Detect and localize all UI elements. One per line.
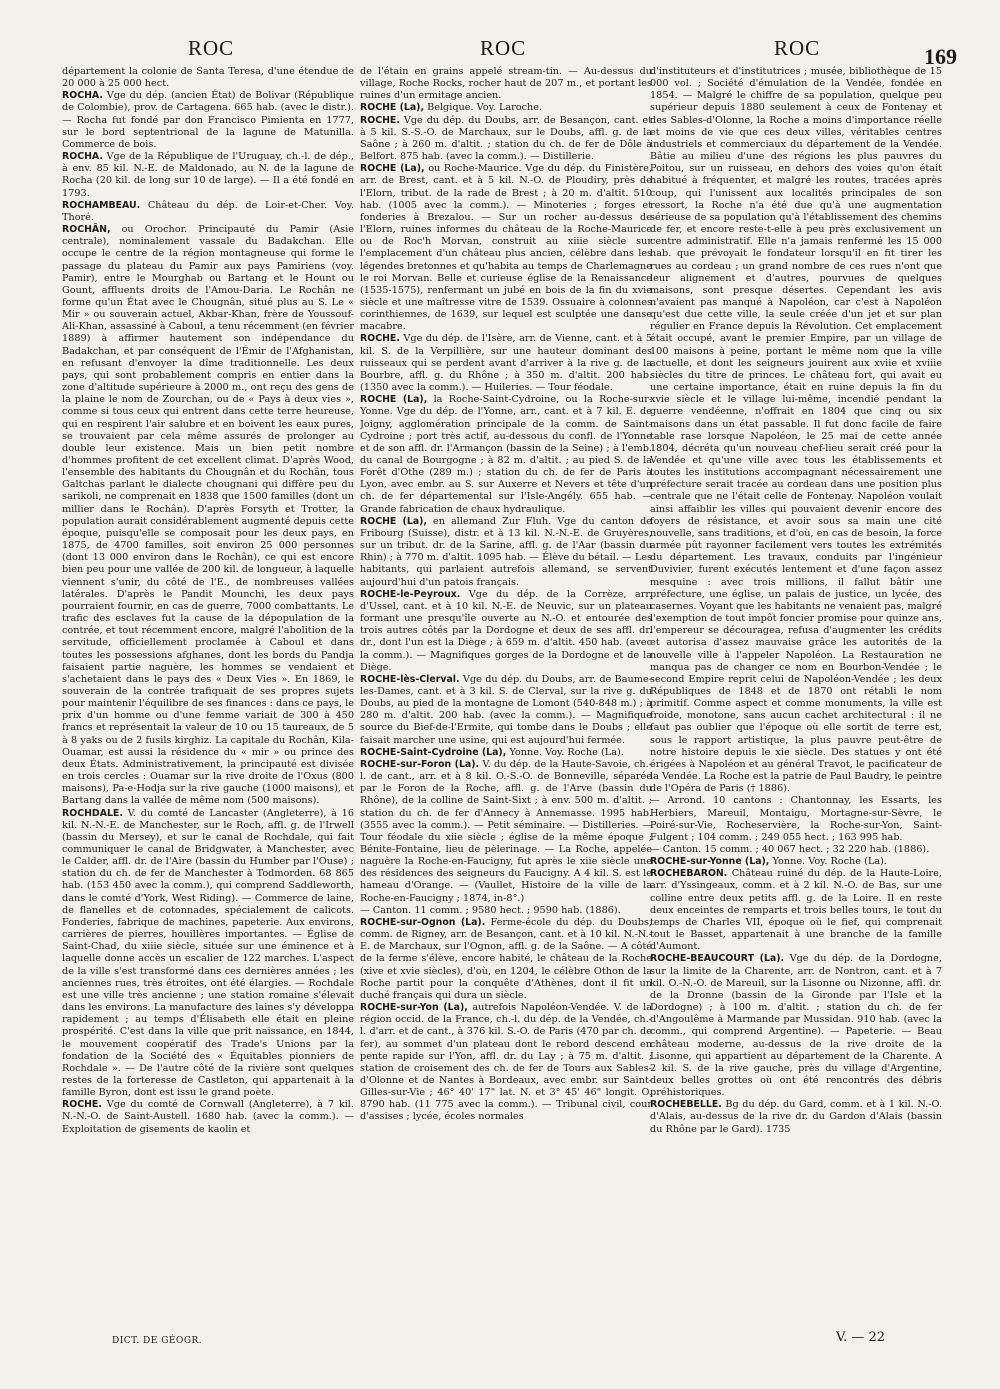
entry-text: Belgique. Voy. Laroche. bbox=[424, 102, 543, 114]
dictionary-entry bbox=[650, 856, 942, 868]
entry-text: Yonne. Voy. Roche (La). bbox=[506, 746, 624, 758]
running-head-center: ROC bbox=[480, 36, 527, 60]
entry-headword: ROCHDALE. bbox=[62, 807, 123, 819]
dictionary-entry bbox=[650, 868, 942, 953]
dictionary-entry bbox=[360, 589, 652, 674]
dictionary-entry bbox=[650, 795, 942, 844]
entry-text: Vge du dép. de la Corrèze, arr. d'Ussel, cant. et à 10 kil. N.-E. de Neuvic, sur un plateau formant une presqu'île ouverte au N.-O. et entourée des trois autres côtés par la Dordogne et deux de ses affl. dr. dr., dont l'un est la Diège ; à 659 m. d'altit. 450 hab. (avec la comm.). — Magnifiques gorges de la Dordogne et de la Diège. bbox=[360, 588, 652, 673]
entry-text: — Arrond. 10 cantons : Chantonnay, les Essarts, les Herbiers, Mareuil, Montaigu, Mortagne-sur-Sèvre, le Poiré-sur-Vie, Rocheservière, la Roche-sur-Yon, Saint-Fulgent ; 104 comm. ; 249 055 hect. ; 163 995 hab. bbox=[650, 795, 942, 843]
dictionary-entry bbox=[360, 516, 652, 589]
entry-text: V. du dép. de la Haute-Savoie, ch.-l. de cant., arr. et à 8 kil. O.-S.-O. de Bonneville, séparée par le Foron de la Roche, affl. g. de l'Arve (bassin du Rhône), de la colline de Saint-Sixt ; à env. 500 m. d'altit. ; station du ch. de fer d'Annecy à Annemasse. 1995 hab. (3555 avec la comm.). — Petit séminaire. — Distilleries. — Tour féodale du xiie siècle ; église de la même époque ; Bénite-Fontaine, lieu de pèlerinage. — La Roche, appelée naguère la Roche-en-Faucigny, fut après le xiie siècle une des résidences des seigneurs du Faucigny. A 4 kil. S. est le hameau d'Orange. — (Vaullet, Histoire de la ville de la Roche-en-Faucigny ; 1874, in-8°.) bbox=[360, 758, 652, 904]
entry-headword: ROCHE-Saint-Cydroine (La), bbox=[360, 746, 507, 758]
page-number: 169 bbox=[924, 44, 957, 69]
entry-text: Vge du dép. du Doubs, arr. de Baume-les-Dames, cant. et à 3 kil. S. de Clerval, sur la rive g. du Doubs, au pied de la montagne de Lomont (540-848 m.) ; à 280 m. d'altit. 200 hab. (avec la comm.). — Magnifique source du Bief-de-l'Ermite, qui tombe dans le Doubs ; elle faisait marcher une usine, qui est aujourd'hui fermée. bbox=[360, 673, 652, 746]
entry-headword: ROCHE-sur-Yon (La), bbox=[360, 1002, 468, 1014]
entry-headword: ROCHE. bbox=[360, 114, 400, 126]
dictionary-entry bbox=[360, 115, 652, 164]
entry-text: Vge du dép. du Doubs, arr. de Besançon, cant. et à 5 kil. S.-S.-O. de Marchaux, sur le Doubs, affl. g. de la Saône ; à 260 m. d'altit. ; station du ch. de fer de Dôle à Belfort. 875 hab. (avec la comm.). — Distillerie. bbox=[360, 114, 652, 163]
dictionary-entry bbox=[62, 66, 354, 90]
entry-text: V. du comté de Lancaster (Angleterre), à 16 kil. N.-N.-E. de Manchester, sur le Roch, affl. g. de l'Irwell (bassin du Mersey), et sur le canal de Rochdale, qui fait communiquer le canal de Bridgwater, à Manchester, avec le Calder, affl. dr. de l'Aire (bassin du Humber par l'Ouse) ; station du ch. de fer de Manchester à Todmorden. 68 865 hab. (153 450 avec la comm.), qui comprend Saddleworth, dans le comté d'York, West Riding). — Commerce de laine, de flanelles et de cotonnades, spécialement de calicots. Fonderies, fabrique de machines, papeterie. Aux environs, carrières de pierres, houillères importantes. — Église de Saint-Chad, du xiiie siècle, située sur une éminence et à laquelle donne accès un escalier de 122 marches. L'aspect de la ville s'est transformé dans ces dernières années ; les anciennes rues, très étroites, ont été élargies. — Rochdale est une ville très ancienne ; une station romaine s'élevait dans les environs. La manufacture des laines s'y développa rapidement ; au temps d'Élisabeth elle était en pleine prospérité. C'est dans la ville que prit naissance, en 1844, le mouvement coopératif des Trade's Unions par la fondation de la Société des « Équitables pionniers de Rochdale ». — De l'autre côté de la rivière sont quelques restes de la forteresse de Castleton, qui appartenait à la famille Byron, dont est issu le grand poète. bbox=[62, 807, 354, 1099]
dictionary-entry bbox=[62, 90, 354, 151]
dictionary-entry bbox=[360, 674, 652, 747]
entry-headword: ROCHE (La), bbox=[360, 515, 427, 527]
entry-headword: ROCHÂN, bbox=[62, 224, 111, 236]
dictionary-entry bbox=[360, 1002, 652, 1124]
entry-headword: ROCHE-le-Peyroux. bbox=[360, 588, 461, 600]
entry-headword: ROCHE (La), bbox=[360, 102, 425, 114]
dictionary-entry bbox=[360, 917, 652, 1002]
text-column-1 bbox=[62, 66, 354, 1328]
entry-text: Vge du dép. de l'Isère, arr. de Vienne, cant. et à 5 kil. S. de la Verpillière, sur une hauteur dominant des ruisseaux qui se perdent avant d'arriver à la rive g. de la Bourbre, affl. g. du Rhône ; à 350 m. d'altit. 200 hab. (1350 avec la comm.). — Huileries. — Tour féodale. bbox=[360, 333, 652, 394]
dictionary-entry bbox=[360, 905, 652, 917]
entry-text: la Roche-Saint-Cydroine, ou la Roche-sur-Yonne. Vge du dép. de l'Yonne, arr., cant. et à 7 kil. E. de Joigny, agglomération principale de la comm. de Saint-Cydroine ; port très actif, au-dessous du confl. de l'Yonne et de son affl. dr. l'Armançon (bassin de la Seine) ; à l'emb. du canal de Bourgogne ; à 82 m. d'altit. ; au pied S. de la Forêt d'Othe (289 m.) ; station du ch. de fer de Paris à Lyon, avec embr. au S. sur Auxerre et Nevers et tête d'un ch. de fer départemental sur l'Isle-Angély. 655 hab. — Grande fabrication de chaux hydraulique. bbox=[360, 394, 652, 515]
entry-headword: ROCHE-lès-Clerval. bbox=[360, 673, 460, 685]
entry-text: Yonne. Voy. Roche (La). bbox=[769, 856, 887, 868]
entry-headword: ROCHE-BEAUCOURT (La). bbox=[650, 953, 785, 965]
running-head-right: ROC bbox=[774, 36, 821, 60]
footer-signature: DICT. DE GÉOGR. bbox=[112, 1336, 203, 1346]
text-column-3 bbox=[650, 66, 942, 1328]
dictionary-entry bbox=[360, 66, 652, 102]
entry-headword: ROCHE-sur-Ognon (La). bbox=[360, 916, 486, 928]
entry-text: Bg du dép. du Gard, comm. et à 1 kil. N.-O. d'Alais, au-dessus de la rive dr. du Gardon d'Alais (bassin du Rhône par le Gard). 1735 bbox=[650, 1099, 942, 1135]
dictionary-entry bbox=[650, 844, 942, 856]
entry-text: Vge de la République de l'Uruguay, ch.-l. de dép., à env. 85 kil. N.-E. de Maldonado, au N. de la lagune de Rocha (20 kil. de long sur 10 de large). — Il a été fondé en 1793. bbox=[62, 151, 354, 199]
entry-text: d'instituteurs et d'institutrices ; musée, bibliothèque de 15 000 vol. ; Société d'émulation de la Vendée, fondée en 1854. — Malgré le chiffre de sa population, quelque peu supérieur depuis 1880 seulement à ceux de Fontenay et des Sables-d'Olonne, la Roche a moins d'importance réelle et moins de vie que ces deux villes, véritables centres industriels et commerciaux du département de la Vendée. Bâtie au milieu d'une des régions les plus pauvres du Poitou, sur un ruisseau, en dehors des voies qu'on était habitué à fréquenter, et malgré les routes, tracées après coup, qui l'unissent aux localités principales de son ressort, la Roche n'a été due qu'à une augmentation sérieuse de sa population qu'à l'établissement des chemins de fer, et encore reste-t-elle à peu près exclusivement un centre administratif. Elle n'a jamais renfermé les 15 000 hab. que prévoyait le fondateur lorsqu'il en fit tirer les rues au cordeau ; un grand nombre de ces rues n'ont que leur alignement et d'autres, pourvues de quelques maisons, sont presque désertes. Cependant les avis n'avaient pas manqué à Napoléon, car c'est à Napoléon qu'est due cette ville, la seule créée d'un jet et sur plan régulier en France depuis la Révolution. Cet emplacement était occupé, avant le premier Empire, par un village de 100 maisons à peine, portant le même nom que la ville actuelle, et dont les seigneurs jouirent aux xviie et xviiie siècles du titre de princes. Le château fort, qui avait eu une certaine importance, était en ruine depuis la fin du xvie siècle et le village lui-même, incendié pendant la guerre vendéenne, n'offrait en 1804 que cinq ou six maisons dans un état passable. Il fut donc facile de faire table rase lorsque Napoléon, le 25 mai de cette année 1804, décréta qu'un nouveau chef-lieu serait créé pour la Vendée et qu'une ville avec tous les établissements et toutes les institutions accompagnant nécessairement une préfecture serait tracée au cordeau dans une position plus centrale que ne l'était celle de Fontenay. Napoléon voulait ainsi affaiblir les villes qui pouvaient devenir encore des foyers de résistance, et avoir sous sa main une cité nouvelle, sans traditions, et d'où, en cas de besoin, la force armée pût rayonner facilement vers toutes les extrémités du département. Les travaux, conduits par l'ingénieur Duvivier, furent exécutés lentement et d'une façon assez mesquine : avec trois millions, il fallut bâtir une préfecture, une église, un palais de justice, un lycée, des casernes. Voyant que les habitants ne venaient pas, malgré l'exemption de tout impôt foncier promise pour quinze ans, l'empereur se découragea, refusa d'augmenter les crédits et autorisa d'assez mauvaise grâce les autorités de la nouvelle ville à l'appeler Napoléon. La Restauration ne manqua pas de changer ce nom en Bourbon-Vendée ; le second Empire reprit celui de Napoléon-Vendée ; les deux Républiques de 1848 et de 1870 ont rétabli le nom primitif. Comme aspect et comme monuments, la ville est froide, monotone, sans aucun cachet architectural : il ne faut pas oublier que l'époque où elle sortit de terre est, sous le rapport artistique, la plus pauvre peut-être de notre histoire depuis le xie siècle. Des statues y ont été érigées à Napoléon et au général Travot, le pacificateur de la Vendée. La Roche est la patrie de Paul Baudry, le peintre de l'Opéra de Paris († 1886). bbox=[650, 66, 942, 795]
entry-headword: ROCHEBELLE. bbox=[650, 1099, 722, 1111]
dictionary-entry bbox=[360, 747, 652, 759]
entry-text: Château du dép. de Loir-et-Cher. Voy. Thoré. bbox=[62, 199, 354, 223]
dictionary-entry bbox=[62, 151, 354, 200]
entry-headword: ROCHE-sur-Yonne (La), bbox=[650, 856, 770, 868]
entry-text: Vge du dép. (ancien État) de Bolivar (République de Colombie), prov. de Cartagena. 665 hab. (avec le distr.). — Rocha fut fondé par don Francisco Pimienta en 1777, sur le bord septentrional de la lagune de Matunilla. Commerce de bois. bbox=[62, 90, 354, 150]
entry-text: Vge du comté de Cornwall (Angleterre), à 7 kil. N.-N.-O. de Saint-Austell. 1680 hab. (avec la comm.). — Exploitation de gisements de kaolin et bbox=[62, 1099, 354, 1135]
entry-headword: ROCHE (La), bbox=[360, 394, 428, 406]
entry-headword: ROCHEBARON. bbox=[650, 868, 728, 880]
dictionary-entry bbox=[360, 759, 652, 905]
running-head-left: ROC bbox=[188, 36, 235, 60]
entry-headword: ROCHE. bbox=[62, 1099, 102, 1111]
entry-text: département la colonie de Santa Teresa, d'une étendue de 20 000 à 25 000 hect. bbox=[62, 66, 354, 90]
entry-headword: ROCHE-sur-Foron (La). bbox=[360, 758, 480, 770]
entry-text: ou Roche-Maurice. Vge du dép. du Finistère, arr. de Brest, cant. et à 5 kil. N.-O. de Ploudiry, près de l'Elorn, tribut. de la rade de Brest ; à 20 m. d'altit. 510 hab. (1005 avec la comm.). — Minoteries ; forges et fonderies à Brezalou. — Sur un rocher au-dessus de l'Elorn, ruines informes du château de la Roche-Maurice ou de Roc'h Morvan, construit au xiiie siècle sur l'emplacement d'un château plus ancien, célèbre dans les légendes bretonnes et qu'habita au temps de Charlemagne le roi Morvan. Belle et curieuse église de la Renaissance (1535-1575), renfermant un jubé en bois de la fin du xvie siècle et une maîtresse vitre de 1539. Ossuaire à colonnes corinthiennes, de 1639, sur lequel est sculptée une danse macabre. bbox=[360, 163, 652, 333]
dictionary-entry bbox=[360, 333, 652, 394]
entry-headword: ROCHA. bbox=[62, 90, 103, 102]
entry-text: Château ruiné du dép. de la Haute-Loire, arr. d'Yssingeaux, comm. et à 2 kil. N.-O. de Bas, sur une colline entre deux petits affl. g. de la Loire. Il en reste deux enceintes de remparts et trois belles tours, le tout du temps de Charles VII, époque où le fief, qui comprenait tout le Basset, appartenait à une branche de la famille d'Aumont. bbox=[650, 868, 942, 953]
dictionary-entry bbox=[650, 66, 942, 795]
dictionary-entry bbox=[62, 1099, 354, 1135]
entry-headword: ROCHE. bbox=[360, 333, 400, 345]
text-column-2 bbox=[360, 66, 652, 1328]
dictionary-entry bbox=[62, 808, 354, 1100]
entry-text: Ferme-école du dép. du Doubs, comm. de Rigney, arr. de Besançon, cant. et à 10 kil. N.-N.-E. de Marchaux, sur l'Ognon, affl. g. de la Saône. — A côté de la ferme s'élève, encore habité, le château de la Roche (xive et xvie siècles), d'où, en 1204, le célèbre Othon de la Roche partit pour la conquête d'Athènes, dont il fit un duché français qui dura un siècle. bbox=[360, 916, 652, 1001]
dictionary-entry bbox=[650, 1099, 942, 1135]
dictionary-entry bbox=[650, 953, 942, 1099]
entry-text: ou Orochor. Principauté du Pamir (Asie centrale), nominalement vassale du Badakchan. Elle occupe le centre de la région montagneuse qui forme le passage du plateau du Pamir aux pays Pamiriens (voy. Pamir), entre le Mourghab ou Bartang et le Hount ou Gount, affluents droits de l'Amou-Daria. Le Rochân ne forme qu'un État avec le Chougnân, situé plus au S. Le « Mir » ou souverain actuel, Akbar-Khan, frère de Youssouf-Ali-Khan, assassiné à Caboul, a tenu récemment (en février 1889) à affirmer hautement son indépendance du Badakchan, et par conséquent de l'Émir de l'Afghanistan, en refusant d'envoyer la dîme traditionnelle. Les deux pays, qui sont probablement compris en entier dans la zone d'altitude supérieure à 2000 m., ont reçu des gens de la plaine le nom de Zourchan, ou de « Pays à deux vies », comme si tous ceux qui entrent dans cette terre heureuse, qui en respirent l'air salubre et en boivent les eaux pures, se trouvaient par cela même assurés de prolonger au double leur existence. Mais un bien petit nombre d'hommes profitent de cet excellent climat. D'après Wood, l'ensemble des habitants du Chougnân et du Rochân, tous Galtchas parlant le dialecte chougnani qui diffère peu du sarikoli, ne comprenait en 1838 que 1500 familles (dont un millier dans le Rochân). D'après Forsyth et Trotter, la population aurait considérablement augmenté depuis cette époque, puisqu'elle se composait pour les deux pays, en 1875, de 4700 familles, soit environ 25 000 personnes (dont 13 000 environ dans le Rochân), ce qui est encore bien peu pour une vallée de 200 kil. de longueur, à laquelle viennent s'unir, du côté de l'E., de nombreuses vallées latérales. D'après le Pandit Mounchi, les deux pays pourraient fournir, en cas de guerre, 7000 combattants. Le trafic des esclaves fut la cause de la dépopulation de la contrée, et tout récemment encore, malgré l'abolition de la servitude, officiellement proclamée à Caboul et dans toutes les possessions afghanes, dont les bords du Pandja faisaient partie naguère, les hommes se vendaient et s'achetaient dans le pays des « Deux Vies ». En 1869, le souverain de la contrée trafiquait de ses propres sujets pour maintenir l'équilibre de ses finances : dans ce pays, le prix d'un homme ou d'une femme variait de 300 à 450 francs et représentait la valeur de 10 ou 15 taureaux, de 5 à 8 yaks ou de 2 fusils kirghiz. La capitale du Rochân, Kila-Ouamar, est aussi la résidence du « mir » ou prince des deux États. Administrativement, la principauté est divisée en trois cercles : Ouamar sur la rive droite de l'Oxus (800 maisons), Pa-e-Hodja sur la rive gauche (1000 maisons), et Bartang dans la vallée de même nom (500 maisons). bbox=[62, 224, 354, 807]
entry-text: de l'étain en grains appelé stream-tin. — Au-dessus du village, Roche Rocks, rocher haut de 207 m., et portant les ruines d'un ermitage ancien. bbox=[360, 66, 652, 102]
dictionary-entry bbox=[360, 394, 652, 516]
dictionary-entry bbox=[62, 200, 354, 224]
footer-volume-sheet: V. — 22 bbox=[836, 1330, 886, 1345]
dictionary-entry bbox=[360, 163, 652, 333]
entry-headword: ROCHE (La), bbox=[360, 163, 425, 175]
entry-text: — Canton. 15 comm. ; 40 067 hect. ; 32 220 hab. (1886). bbox=[650, 844, 930, 855]
entry-headword: ROCHAMBEAU. bbox=[62, 199, 141, 211]
entry-text: en allemand Zur Fluh. Vge du canton de Fribourg (Suisse), distr. et à 13 kil. N.-N.-E. de Gruyères, sur un tribut. dr. de la Sarine, affl. g. de l'Aar (bassin du Rhin) ; à 770 m. d'altit. 1095 hab. — Élève du bétail. — Les habitants, qui parlaient autrefois allemand, se servent aujourd'hui d'un patois français. bbox=[360, 515, 652, 588]
dictionary-entry bbox=[360, 102, 652, 114]
entry-headword: ROCHA. bbox=[62, 151, 103, 163]
entry-text: — Canton. 11 comm. ; 9580 hect. ; 9590 hab. (1886). bbox=[360, 904, 621, 916]
dictionary-entry bbox=[62, 224, 354, 808]
entry-text: Vge du dép. de la Dordogne, sur la limite de la Charente, arr. de Nontron, cant. et à 7 kil. O.-N.-O. de Mareuil, sur la Lisonne ou Nizonne, affl. dr. de la Dronne (bassin de la Gironde par l'Isle et la Dordogne) ; à 100 m. d'altit. ; station du ch. de fer d'Angoulême à Marmande par Mussidan. 910 hab. (avec la comm., qui comprend Argentine). — Papeterie. — Beau château moderne, au-dessus de la rive droite de la Lisonne, qui appartient au département de la Charente. A 2 kil. S. de la rive gauche, près du village d'Argentine, deux belles grottes où ont été rencontrés des débris préhistoriques. bbox=[650, 953, 942, 1099]
entry-text: autrefois Napoléon-Vendée. V. de la région occid. de la France, ch.-l. du dép. de la Vendée, ch.-l. d'arr. et de cant., à 376 kil. S.-O. de Paris (470 par ch. de fer), au sommet d'un plateau dont le rebord descend en pente rapide sur l'Yon, affl. dr. du Lay ; à 75 m. d'altit. ; station de croisement des ch. de fer de Tours aux Sables-d'Olonne et de Nantes à Bordeaux, avec embr. sur Saint-Gilles-sur-Vie ; 46° 40' 17" lat. N. et 3° 45' 46" longit. O. 8790 hab. (11 775 avec la comm.). — Tribunal civil, cour d'assises ; lycée, écoles normales bbox=[360, 1002, 652, 1123]
